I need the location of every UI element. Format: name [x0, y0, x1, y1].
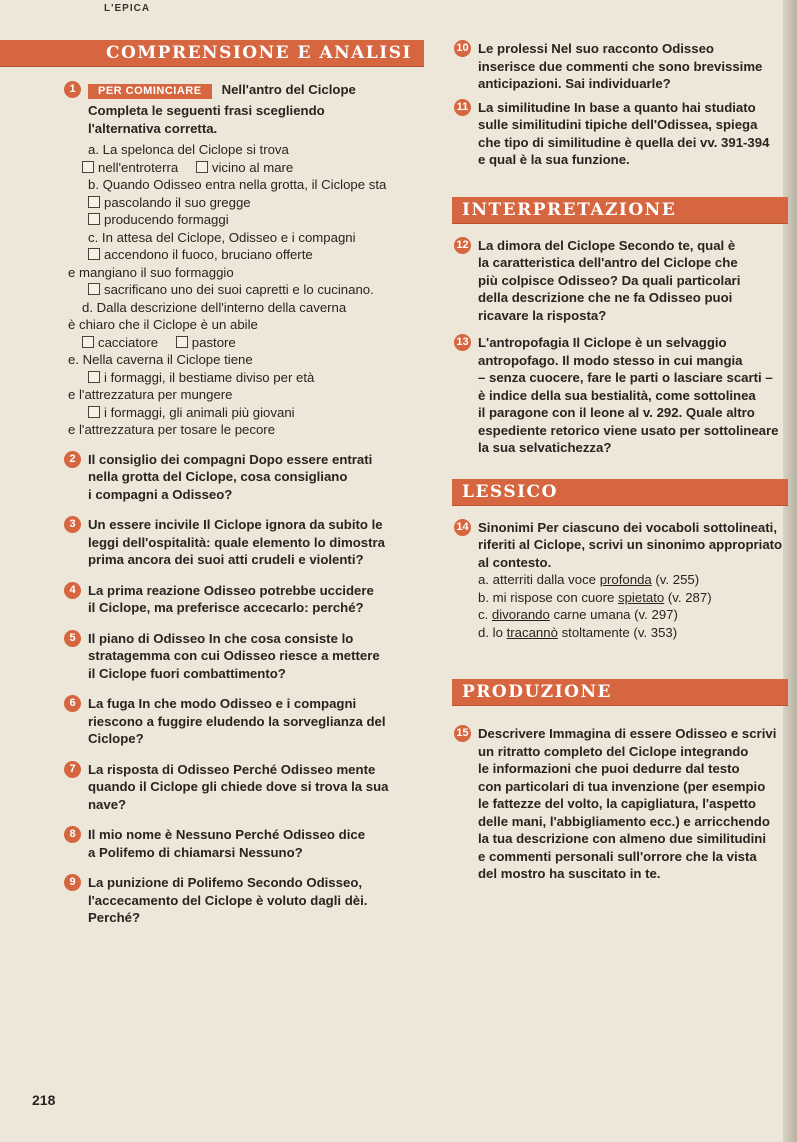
- section-banner-comprensione: COMPRENSIONE E ANALISI: [0, 40, 424, 66]
- checkbox[interactable]: [82, 336, 94, 348]
- question-line: è indice della sua bestialità, come sottolinea: [478, 387, 756, 403]
- question-line: ricavare la risposta?: [478, 307, 607, 323]
- question-line: – senza cuocere, fare le parti o lasciare scarti –: [478, 370, 773, 385]
- question-line: il Ciclope, ma preferisce accecarlo: perché?: [88, 600, 364, 615]
- checkbox[interactable]: [88, 406, 100, 418]
- option-label: vicino al mare: [211, 159, 294, 175]
- question-line: e commenti personali sull'orrore che la vista: [478, 848, 757, 864]
- pill-label: PER COMINCIARE: [88, 84, 212, 99]
- question-line: Perché?: [88, 910, 141, 925]
- question-number: 6: [64, 695, 81, 712]
- question-number: 12: [454, 237, 471, 254]
- question-line: Il piano di Odisseo In che cosa consiste lo: [88, 630, 354, 646]
- right-column: [452, 40, 788, 883]
- question-line: riescono a fuggire eludendo la sorveglianza del: [88, 713, 386, 729]
- question-line: stratagemma con cui Odisseo riesce a mettere: [88, 648, 380, 663]
- question-number: 7: [64, 761, 81, 778]
- question-number: 13: [454, 334, 471, 351]
- checkbox[interactable]: [88, 283, 100, 295]
- question-line: Sinonimi Per ciascuno dei vocaboli sottolineati,: [478, 519, 777, 535]
- underlined-word: spietato: [618, 589, 665, 605]
- question-3: [62, 516, 422, 569]
- question-line: nave?: [88, 796, 127, 812]
- question-line: della descrizione che ne fa Odisseo puoi: [478, 290, 733, 305]
- question-line: la sua selvatichezza?: [478, 440, 612, 455]
- option-label: i formaggi, gli animali più giovani: [104, 404, 295, 420]
- checkbox[interactable]: [82, 161, 94, 173]
- option-label: e l'attrezzatura per tosare le pecore: [68, 422, 276, 437]
- section-banner-produzione: PRODUZIONE: [452, 679, 788, 705]
- question-line: le informazioni che puoi dedurre dal testo: [478, 761, 740, 776]
- instruction-line: Completa le seguenti frasi scegliendo: [88, 103, 325, 118]
- question-number: 11: [454, 99, 471, 116]
- question-line: più colpisce Odisseo? Da quali particolari: [478, 272, 741, 288]
- item-e-text: e. Nella caverna il Ciclope tiene: [68, 352, 253, 367]
- section-banner-lessico: LESSICO: [452, 479, 788, 505]
- option-label: pascolando il suo gregge: [104, 194, 251, 210]
- question-line: Il consiglio dei compagni Dopo essere entrati: [88, 451, 373, 467]
- option-label: producendo formaggi: [104, 212, 229, 227]
- checkbox[interactable]: [88, 248, 100, 260]
- question-8: [62, 826, 422, 861]
- question-line: a Polifemo di chiamarsi Nessuno?: [88, 844, 303, 860]
- question-15: [452, 725, 788, 883]
- running-header: L'EPICA: [104, 3, 151, 14]
- question-number: 5: [64, 630, 81, 647]
- question-line: sulle similitudini tipiche dell'Odissea, spiega: [478, 117, 758, 132]
- checkbox[interactable]: [88, 371, 100, 383]
- underlined-word: profonda: [599, 572, 652, 587]
- question-line: con particolari di tua invenzione (per esempio: [478, 778, 766, 794]
- question-12: [452, 237, 788, 325]
- question-7: [62, 761, 422, 814]
- question-number: 14: [454, 519, 471, 536]
- question-9: [62, 874, 422, 927]
- question-line: La fuga In che modo Odisseo e i compagni: [88, 696, 357, 711]
- question-line: prima ancora dei suoi atti crudeli e violenti?: [88, 552, 364, 567]
- question-number: 4: [64, 582, 81, 599]
- option-label: e mangiano il suo formaggio: [68, 264, 234, 280]
- question-line: le fattezze del volto, la capigliatura, l'aspetto: [478, 796, 756, 811]
- question-line: antropofago. Il modo stesso in cui mangia: [478, 352, 743, 368]
- question-line: l'accecamento del Ciclope è voluto dagli dèi.: [88, 892, 368, 908]
- section-banner-interpretazione: INTERPRETAZIONE: [452, 197, 788, 223]
- question-line: La dimora del Ciclope Secondo te, qual è: [478, 237, 736, 253]
- option-label: pastore: [191, 334, 236, 350]
- checkbox[interactable]: [88, 196, 100, 208]
- question-line: La punizione di Polifemo Secondo Odisseo,: [88, 875, 363, 890]
- option-label: sacrificano uno dei suoi capretti e lo cucinano.: [104, 282, 374, 297]
- left-column: [62, 40, 422, 927]
- question-6: [62, 695, 422, 748]
- instruction-line: l'alternativa corretta.: [88, 120, 218, 136]
- checkbox[interactable]: [196, 161, 208, 173]
- question-14: [452, 519, 788, 642]
- question-line: leggi dell'ospitalità: quale elemento lo dimostra: [88, 534, 385, 550]
- question-line: nella grotta del Ciclope, cosa consigliano: [88, 469, 348, 484]
- question-line: espediente retorico viene usato per sottolineare: [478, 422, 779, 438]
- question-line: Il mio nome è Nessuno Perché Odisseo dice: [88, 827, 366, 842]
- synonym-item-b: b. mi rispose con cuore spietato (v. 287): [478, 589, 712, 605]
- page-number: 218: [32, 1092, 56, 1108]
- question-5: [62, 630, 422, 683]
- question-line: anticipazioni. Sai individuarle?: [478, 76, 671, 91]
- checkbox[interactable]: [176, 336, 188, 348]
- question-line: La similitudine In base a quanto hai studiato: [478, 99, 756, 115]
- item-c-text: c. In attesa del Ciclope, Odisseo e i compagni: [88, 229, 356, 245]
- item-d-text: è chiaro che il Ciclope è un abile: [68, 317, 258, 332]
- question-line: Ciclope?: [88, 731, 144, 746]
- question-number: 8: [64, 826, 81, 843]
- question-line: la caratteristica dell'antro del Ciclope che: [478, 255, 738, 270]
- question-10: [452, 40, 788, 93]
- synonym-item-a: a. atterriti dalla voce profonda (v. 255): [478, 572, 700, 587]
- question-line: La prima reazione Odisseo potrebbe uccidere: [88, 582, 374, 598]
- question-title: Nell'antro del Ciclope: [221, 82, 356, 97]
- option-label: nell'entroterra: [98, 159, 179, 175]
- underlined-word: tracannò: [506, 624, 558, 640]
- question-line: delle mani, l'abbigliamento ecc.) e arricchendo: [478, 813, 770, 829]
- question-2: [62, 451, 422, 504]
- question-line: che tipo di similitudine è quella dei vv. 391-394: [478, 134, 770, 150]
- question-line: i compagni a Odisseo?: [88, 486, 233, 502]
- question-1: [62, 81, 422, 137]
- option-label: i formaggi, il bestiame diviso per età: [104, 369, 315, 385]
- question-line: la tua descrizione con almeno due similitudini: [478, 831, 766, 846]
- question-line: del mostro ha suscitato in te.: [478, 866, 661, 881]
- option-label: cacciatore: [98, 334, 159, 350]
- question-13: [452, 334, 788, 457]
- question-line: il Ciclope fuori combattimento?: [88, 665, 286, 681]
- item-b-text: b. Quando Odisseo entra nella grotta, il Ciclope sta: [88, 177, 387, 192]
- question-number: 2: [64, 451, 81, 468]
- question-line: quando il Ciclope gli chiede dove si trova la sua: [88, 779, 389, 794]
- question-line: Un essere incivile Il Ciclope ignora da subito le: [88, 517, 383, 532]
- question-line: e qual è la sua funzione.: [478, 152, 630, 167]
- question-11: [452, 99, 788, 169]
- question-line: inserisce due commenti che sono brevissime: [478, 58, 763, 74]
- question-4: [62, 582, 422, 617]
- checkbox[interactable]: [88, 213, 100, 225]
- synonym-item-c: c. divorando carne umana (v. 297): [478, 607, 678, 622]
- item-a-text: a. La spelonca del Ciclope si trova: [88, 142, 289, 157]
- question-number: 3: [64, 516, 81, 533]
- item-d-text: d. Dalla descrizione dell'interno della caverna: [82, 299, 347, 315]
- question-line: La risposta di Odisseo Perché Odisseo mente: [88, 761, 376, 777]
- question-number: 15: [454, 725, 471, 742]
- synonym-item-d: d. lo tracannò stoltamente (v. 353): [478, 624, 678, 640]
- question-line: un ritratto completo del Ciclope integrando: [478, 743, 749, 759]
- question-line: riferiti al Ciclope, scrivi un sinonimo appropriato: [478, 537, 783, 552]
- question-line: al contesto.: [478, 554, 552, 570]
- question-line: L'antropofagia Il Ciclope è un selvaggio: [478, 335, 727, 350]
- question-line: Descrivere Immagina di essere Odisseo e scrivi: [478, 726, 777, 741]
- question-number: 1: [64, 81, 81, 98]
- option-label: e l'attrezzatura per mungere: [68, 387, 233, 402]
- option-label: accendono il fuoco, bruciano offerte: [104, 247, 313, 262]
- underlined-word: divorando: [491, 607, 550, 622]
- question-number: 10: [454, 40, 471, 57]
- question-line: il paragone con il leone al v. 292. Quale altro: [478, 405, 755, 420]
- question-line: Le prolessi Nel suo racconto Odisseo: [478, 41, 714, 56]
- question-number: 9: [64, 874, 81, 891]
